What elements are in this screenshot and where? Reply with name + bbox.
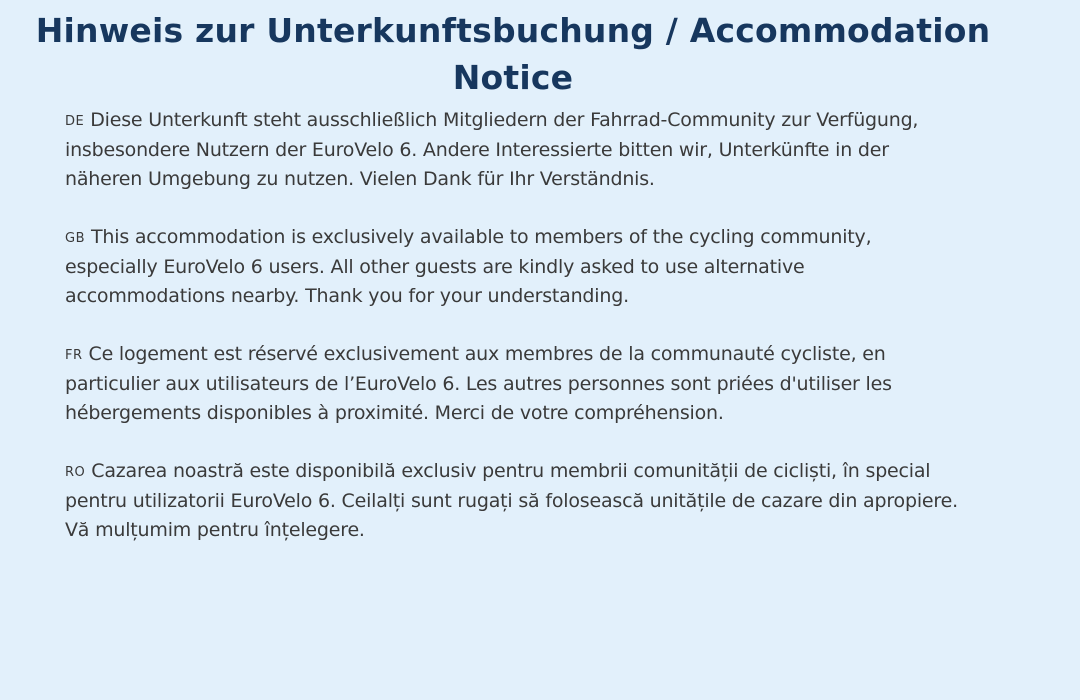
notice-text-de: Diese Unterkunft steht ausschließlich Mitgliedern der Fahrrad-Community zur Verfügung, insbesondere Nutzern der EuroVelo 6. Andere Interessierte bitten wir, Unterkünfte in der näheren Umgebung zu nutzen. Vielen Dank für Ihr Verständnis. bbox=[65, 109, 919, 190]
language-code-ro: RO bbox=[65, 465, 86, 480]
notice-paragraph-fr bbox=[65, 340, 965, 428]
notice-paragraph-gb bbox=[65, 223, 965, 311]
notice-text-fr: Ce logement est réservé exclusivement aux membres de la communauté cycliste, en particulier aux utilisateurs de l’EuroVelo 6. Les autres personnes sont priées d'utiliser les hébergements disponibles à proximité. Merci de votre compréhension. bbox=[65, 343, 892, 424]
page-title: Hinweis zur Unterkunftsbuchung / Accommodation Notice bbox=[35, 11, 991, 97]
notice-text-ro: Cazarea noastră este disponibilă exclusiv pentru membrii comunității de cicliști, în special pentru utilizatorii EuroVelo 6. Ceilalți sunt rugați să folosească unitățile de cazare din apropiere. Vă mulțumim pentru înțelegere. bbox=[65, 460, 958, 541]
notice-text-gb: This accommodation is exclusively available to members of the cycling community, especially EuroVelo 6 users. All other guests are kindly asked to use alternative accommodations nearby. Thank you for your understanding. bbox=[65, 226, 872, 307]
notice-paragraph-ro bbox=[65, 457, 965, 545]
language-code-gb: GB bbox=[65, 231, 85, 246]
notice-paragraph-de bbox=[65, 106, 965, 194]
language-code-de: DE bbox=[65, 114, 85, 129]
notice-list bbox=[65, 106, 965, 574]
language-code-fr: FR bbox=[65, 348, 83, 363]
